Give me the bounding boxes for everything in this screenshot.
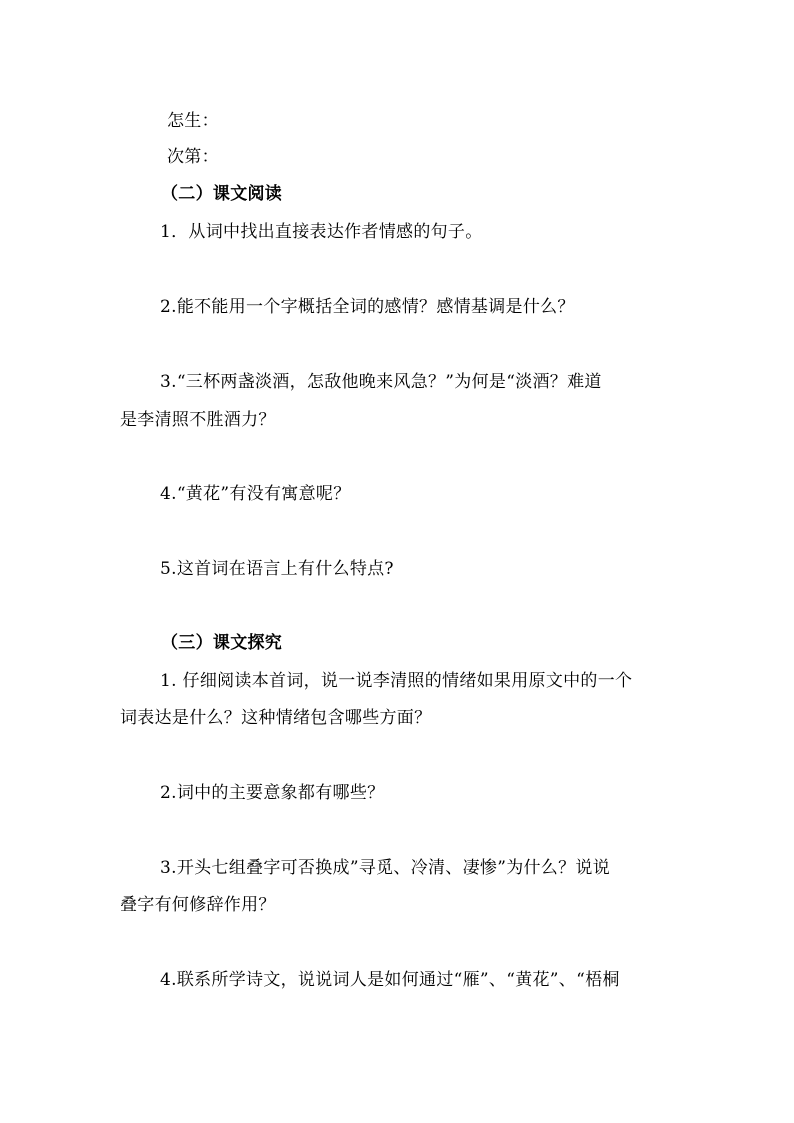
- reading-question-4: 4.“黄花”有没有寓意呢？: [160, 484, 351, 504]
- section-title-reading: （二）课文阅读: [161, 184, 283, 204]
- reading-question-3-line2: 是李清照不胜酒力？: [120, 410, 276, 430]
- field-cidi: 次第：: [167, 147, 219, 167]
- exploration-question-1-line2: 词表达是什么？这种情绪包含哪些方面？: [120, 708, 432, 728]
- reading-question-5: 5.这首词在语言上有什么特点?: [160, 559, 394, 579]
- reading-question-2: 2.能不能用一个字概括全词的感情？感情基调是什么？: [160, 297, 575, 317]
- exploration-question-4-line1: 4.联系所学诗文，说说词人是如何通过“雁”、“黄花”、“梧桐: [160, 970, 620, 990]
- section-title-exploration: （三）课文探究: [161, 633, 283, 653]
- exploration-question-3-line2: 叠字有何修辞作用？: [120, 895, 276, 915]
- field-zensheng: 怎生：: [167, 111, 219, 131]
- exploration-question-1-line1: 1. 仔细阅读本首词，说一说李清照的情绪如果用原文中的一个: [160, 671, 633, 691]
- exploration-question-3-line1: 3.开头七组叠字可否换成”寻觅、冷清、凄惨”为什么？说说: [160, 858, 611, 878]
- reading-question-3-line1: 3.“三杯两盏淡酒，怎敌他晚来风急？”为何是“淡酒？难道: [160, 372, 602, 392]
- exploration-question-2: 2.词中的主要意象都有哪些？: [160, 783, 385, 803]
- reading-question-1: 1．从词中找出直接表达作者情感的句子。: [160, 222, 483, 242]
